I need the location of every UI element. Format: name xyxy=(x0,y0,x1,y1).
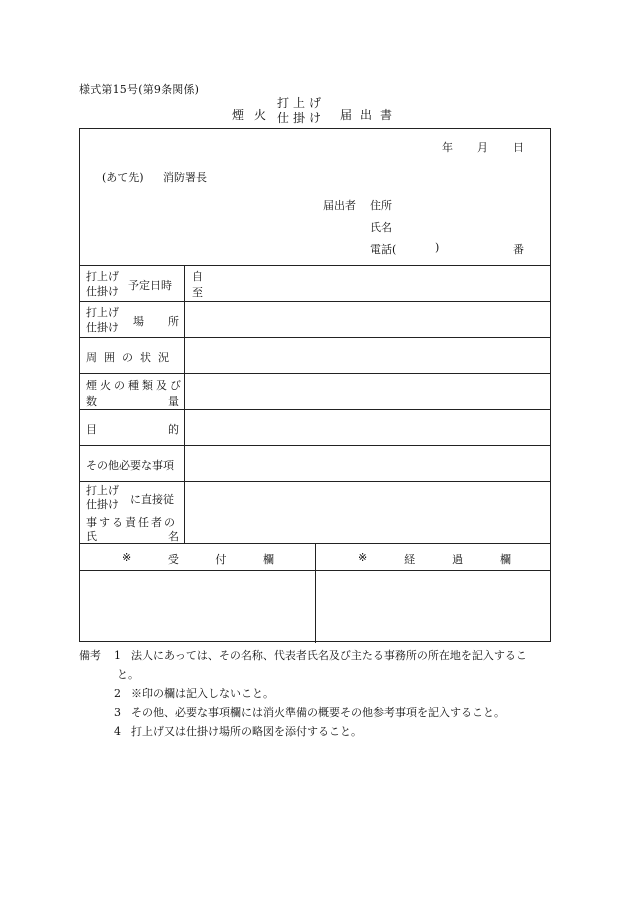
notes-label: 備考 xyxy=(79,649,101,662)
purpose-label-b: 的 xyxy=(168,423,179,436)
column-divider xyxy=(184,265,185,543)
title-stack xyxy=(277,96,325,126)
divider xyxy=(80,265,550,266)
form-number: 様式第15号(第9条関係) xyxy=(79,83,200,96)
note-item-continued xyxy=(79,665,559,684)
date-year-label: 年 xyxy=(442,141,453,154)
fireworks-label: 煙火の種類及び xyxy=(86,379,184,392)
progress-mark: ※ xyxy=(358,551,368,564)
reception-header xyxy=(122,551,274,567)
purpose-label-a: 目 xyxy=(86,423,97,436)
quantity-label-a: 数 xyxy=(86,395,97,408)
progress-char: 欄 xyxy=(499,553,511,566)
form-table xyxy=(79,128,551,642)
shikake-text: 仕掛け xyxy=(86,321,119,334)
divider xyxy=(80,409,550,410)
phone-paren: ) xyxy=(435,241,440,254)
divider xyxy=(80,301,550,302)
notifier-label: 届出者 xyxy=(323,199,356,212)
note-number: 2 xyxy=(114,687,121,700)
note-item xyxy=(79,703,559,722)
reception-mark: ※ xyxy=(122,551,132,564)
column-divider xyxy=(315,543,316,643)
responsible-side-label: に直接従 xyxy=(130,493,174,506)
phone-suffix: 番 xyxy=(513,243,524,256)
note-number: 4 xyxy=(114,725,121,738)
title-uchiage: 打上げ xyxy=(277,96,326,110)
shikake-text: 仕掛け xyxy=(86,498,119,511)
surroundings-label: 周囲の状況 xyxy=(86,351,176,364)
title-fireworks: 煙火 xyxy=(232,108,277,122)
name-label: 氏名 xyxy=(370,221,392,234)
title-shikake: 仕掛け xyxy=(277,111,326,125)
note-item xyxy=(79,684,559,703)
schedule-to: 至 xyxy=(192,286,203,299)
responsible-name-b: 名 xyxy=(168,530,179,543)
uchiage-text: 打上げ xyxy=(86,270,119,283)
reception-char: 欄 xyxy=(263,553,274,566)
note-text: ※印の欄は記入しないこと。 xyxy=(131,687,274,700)
responsible-type-label xyxy=(86,484,119,512)
schedule-label: 予定日時 xyxy=(128,279,172,292)
note-number: 1 xyxy=(114,649,121,662)
progress-header xyxy=(358,551,511,567)
phone-label: 電話( xyxy=(370,243,397,256)
schedule-from: 自 xyxy=(192,270,203,283)
responsible-label: 事する責任者の xyxy=(86,516,177,529)
note-item xyxy=(79,646,559,665)
uchiage-text: 打上げ xyxy=(86,484,119,497)
note-text: 打上げ又は仕掛け場所の略図を添付すること。 xyxy=(131,725,362,738)
date-month-label: 月 xyxy=(477,141,488,154)
place-label-b: 所 xyxy=(168,315,179,328)
place-label-a: 場 xyxy=(133,315,144,328)
schedule-type-label xyxy=(86,269,119,299)
note-text-continued: と。 xyxy=(117,668,139,681)
place-type-label xyxy=(86,305,119,335)
responsible-name-a: 氏 xyxy=(86,530,97,543)
divider xyxy=(80,373,550,374)
address-label: 住所 xyxy=(370,199,392,212)
title-notification: 届出書 xyxy=(340,108,401,122)
addressee-name: 消防署長 xyxy=(163,171,207,184)
note-text: その他、必要な事項欄には消火準備の概要その他参考事項を記入すること。 xyxy=(131,706,505,719)
divider xyxy=(80,445,550,446)
uchiage-text: 打上げ xyxy=(86,306,119,319)
note-number: 3 xyxy=(114,706,121,719)
addressee-prefix: (あて先) xyxy=(102,171,144,184)
date-day-label: 日 xyxy=(513,141,524,154)
note-text: 法人にあっては、その名称、代表者氏名及び主たる事務所の所在地を記入するこ xyxy=(131,649,527,662)
divider xyxy=(80,337,550,338)
reception-char: 付 xyxy=(215,553,227,566)
divider xyxy=(80,481,550,482)
quantity-label-b: 量 xyxy=(168,395,179,408)
note-item xyxy=(79,722,559,741)
reception-char: 受 xyxy=(167,553,179,566)
other-label: その他必要な事項 xyxy=(86,459,174,472)
shikake-text: 仕掛け xyxy=(86,285,119,298)
progress-char: 過 xyxy=(452,553,464,566)
progress-char: 経 xyxy=(404,553,416,566)
notes xyxy=(79,646,559,741)
